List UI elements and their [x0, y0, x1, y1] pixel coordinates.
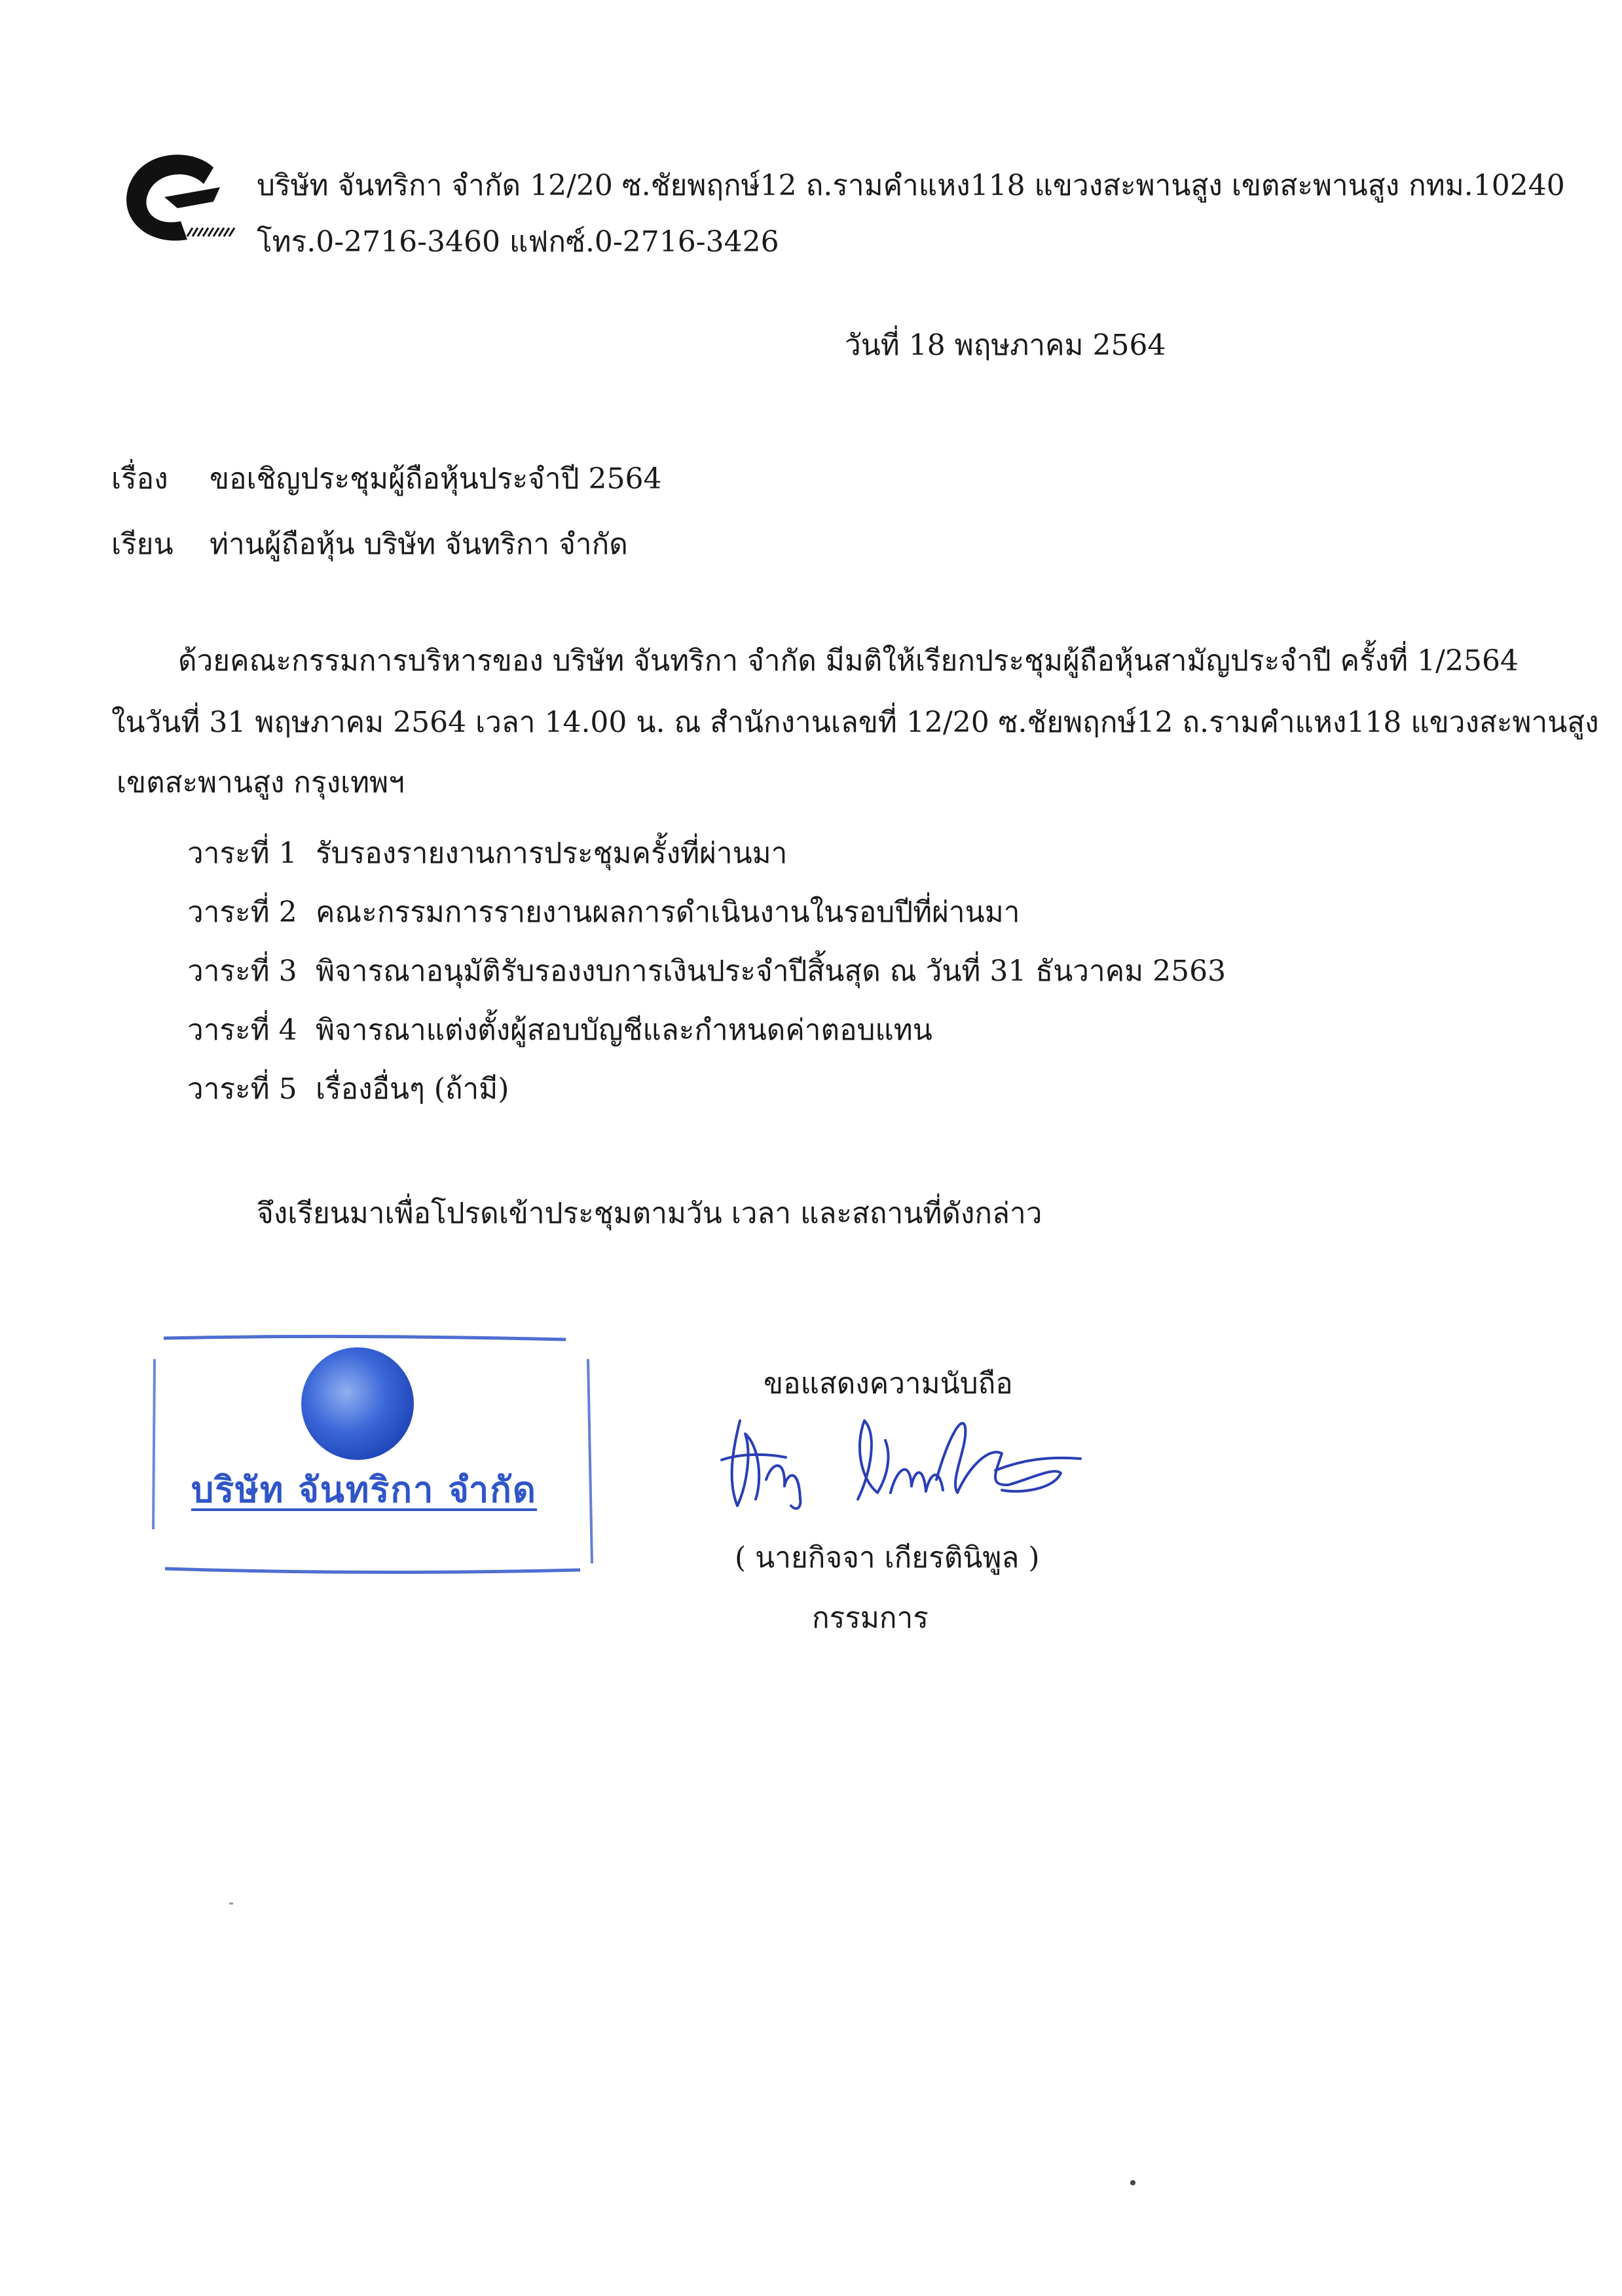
letter-date: วันที่ 18 พฤษภาคม 2564 [845, 329, 1166, 362]
salutation-label: เรียน [111, 528, 174, 561]
agenda-text: คณะกรรมการรายงานผลการดำเนินงานในรอบปีที่ผ่านมา [316, 896, 1020, 929]
subject-label: เรื่อง [111, 462, 168, 496]
scan-speck [1130, 2180, 1135, 2185]
agenda-number: วาระที่ 2 [187, 896, 297, 929]
closing-line: จึงเรียนมาเพื่อโปรดเข้าประชุมตามวัน เวลา และสถานที่ดังกล่าว [257, 1197, 1042, 1230]
signer-position: กรรมการ [812, 1601, 929, 1635]
body-paragraph-line: เขตสะพานสูง กรุงเทพฯ [117, 766, 405, 799]
salutation-line [111, 526, 628, 563]
agenda-number: วาระที่ 5 [187, 1072, 297, 1106]
agenda-item [187, 835, 787, 872]
agenda-item [187, 894, 1020, 931]
subject-line [111, 461, 661, 498]
handwritten-signature [714, 1408, 1094, 1519]
company-stamp [145, 1333, 597, 1582]
body-paragraph-line: ด้วยคณะกรรมการบริหารของ บริษัท จันทริกา จำกัด มีมติให้เรียกประชุมผู้ถือหุ้นสามัญประจำปี ครั้งที่ 1/2564 [178, 644, 1519, 678]
agenda-item [187, 953, 1226, 990]
agenda-item [187, 1071, 509, 1108]
body-paragraph-line: ในวันที่ 31 พฤษภาคม 2564 เวลา 14.00 น. ณ สำนักงานเลขที่ 12/20 ซ.ชัยพฤกษ์12 ถ.รามคำแหง118 แขวงสะพานสูง [111, 706, 1599, 739]
scan-speck [229, 1903, 233, 1904]
agenda-number: วาระที่ 3 [187, 955, 297, 988]
agenda-text: รับรองรายงานการประชุมครั้งที่ผ่านมา [316, 837, 788, 870]
salutation-text: ท่านผู้ถือหุ้น บริษัท จันทริกา จำกัด [210, 528, 628, 561]
signer-name: ( นายกิจจา เกียรตินิพูล ) [735, 1541, 1040, 1575]
agenda-text: เรื่องอื่นๆ (ถ้ามี) [316, 1072, 509, 1106]
agenda-text: พิจารณาอนุมัติรับรองงบการเงินประจำปีสิ้นสุด ณ วันที่ 31 ธันวาคม 2563 [316, 955, 1226, 988]
stamp-company-name: บริษัท จันทริกา จำกัด [191, 1469, 537, 1510]
agenda-text: พิจารณาแต่งตั้งผู้สอบบัญชีและกำหนดค่าตอบแทน [316, 1013, 932, 1047]
agenda-number: วาระที่ 4 [187, 1013, 297, 1047]
regards-text: ขอแสดงความนับถือ [764, 1367, 1013, 1400]
subject-text: ขอเชิญประชุมผู้ถือหุ้นประจำปี 2564 [210, 462, 662, 496]
agenda-item [187, 1012, 932, 1049]
company-logo-icon [115, 148, 246, 253]
agenda-number: วาระที่ 1 [187, 837, 297, 870]
letterhead-contact: โทร.0-2716-3460 แฟกซ์.0-2716-3426 [257, 225, 779, 259]
letterhead-address: บริษัท จันทริกา จำกัด 12/20 ซ.ชัยพฤกษ์12 ถ.รามคำแหง118 แขวงสะพานสูง เขตสะพานสูง กทม.10240 [257, 169, 1565, 202]
